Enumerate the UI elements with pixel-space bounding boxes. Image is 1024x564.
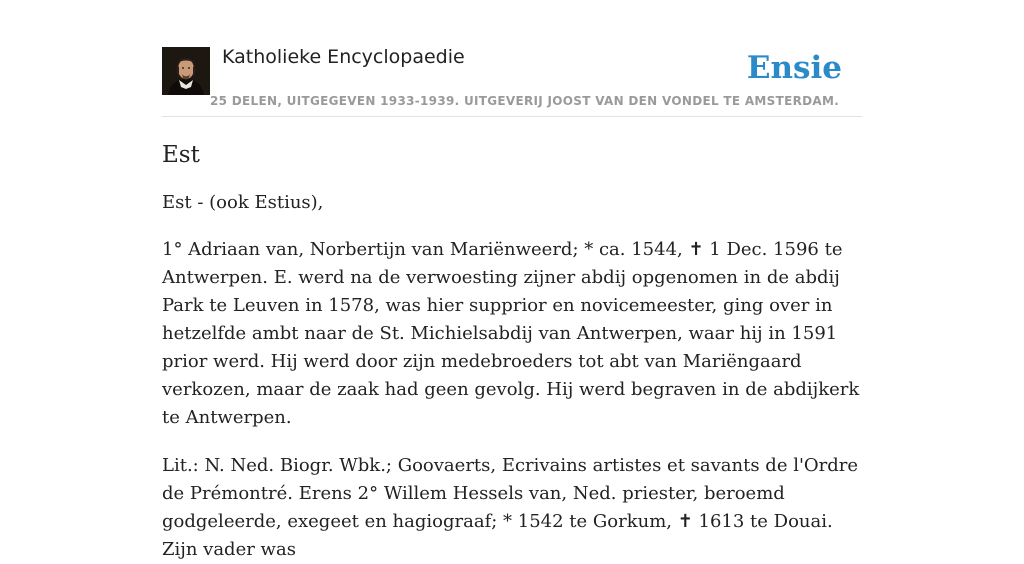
article-intro: Est - (ook Estius), <box>162 192 324 213</box>
site-title-link[interactable]: Katholieke Encyclopaedie <box>222 46 465 68</box>
site-subtitle: 25 DELEN, UITGEGEVEN 1933-1939. UITGEVERIJ JOOST VAN DEN VONDEL TE AMSTERDAM. <box>210 94 840 108</box>
brand-logo-link[interactable]: Ensie <box>746 50 842 86</box>
article-paragraph: Lit.: N. Ned. Biogr. Wbk.; Goovaerts, Ecrivains artistes et savants de l'Ordre de Prémontré. Erens 2° Willem Hessels van, Ned. priester, beroemd godgeleerde, exegeet en hagiograaf; * 1542 te Gorkum, ✝ 1613 te Douai. Zijn vader was <box>162 455 859 560</box>
article-title: Est <box>162 142 200 168</box>
portrait-icon <box>162 47 210 95</box>
article <box>162 130 862 564</box>
site-header <box>162 44 862 117</box>
article-paragraph: 1° Adriaan van, Norbertijn van Mariënweerd; * ca. 1544, ✝ 1 Dec. 1596 te Antwerpen. E. werd na de verwoesting zijner abdij opgenomen in de abdij Park te Leuven in 1578, was hier supprior en novicemeester, ging over in hetzelfde ambt naar de St. Michielsabdij van Antwerpen, waar hij in 1591 prior werd. Hij werd door zijn medebroeders tot abt van Mariëngaard verkozen, maar de zaak had geen gevolg. Hij werd begraven in de abdijkerk te Antwerpen. <box>162 239 860 428</box>
avatar[interactable] <box>162 47 210 95</box>
